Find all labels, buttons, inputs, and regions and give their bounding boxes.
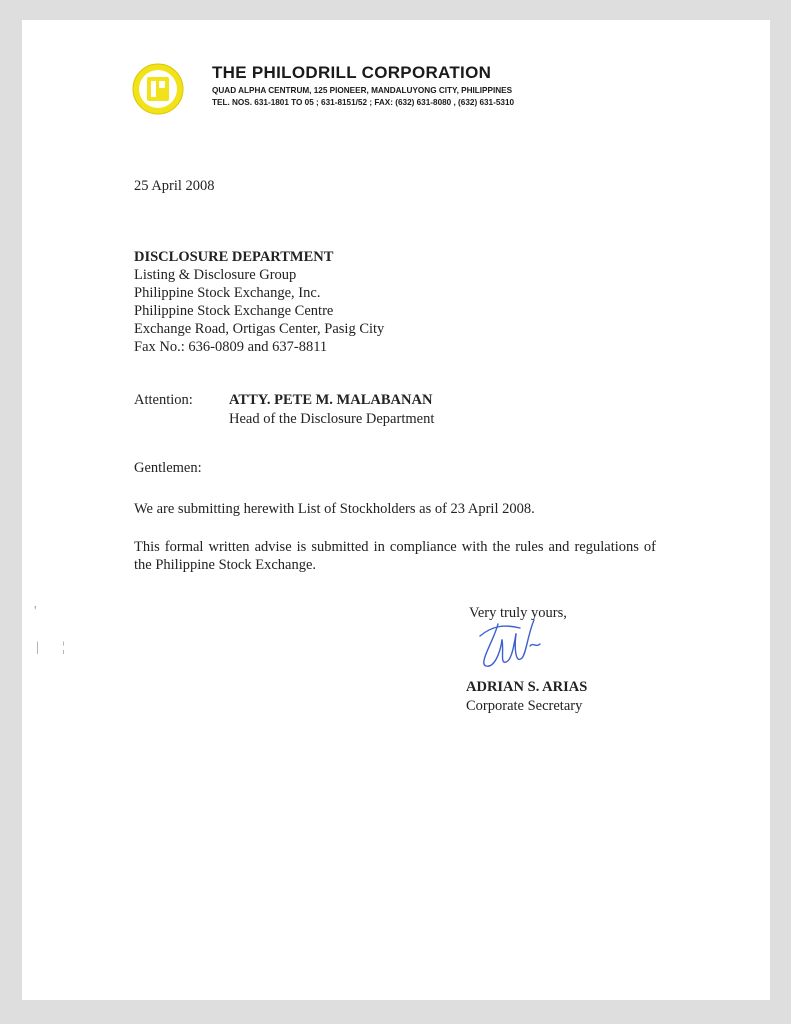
body-paragraph: This formal written advise is submitted in compliance with the rules and regulations of the Philippine Stock Exchange. [134,539,656,573]
attention-name: ATTY. PETE M. MALABANAN [229,392,433,408]
letter-date: 25 April 2008 [134,178,215,194]
company-name: THE PHILODRILL CORPORATION [212,63,492,82]
company-address: QUAD ALPHA CENTRUM, 125 PIONEER, MANDALUYONG CITY, PHILIPPINES [212,86,513,95]
signer-title: Corporate Secretary [466,698,583,714]
salutation: Gentlemen: [134,460,202,476]
recipient-line: Listing & Disclosure Group [134,267,297,283]
recipient-line: Philippine Stock Exchange Centre [134,303,334,319]
philodrill-logo-icon [132,63,184,115]
recipient-line: Exchange Road, Ortigas Center, Pasig City [134,321,385,337]
attention-label: Attention: [134,392,193,408]
recipient-department: DISCLOSURE DEPARTMENT [134,249,334,265]
scan-smudge: ¦ [62,640,65,655]
signer-name: ADRIAN S. ARIAS [466,679,588,695]
handwritten-signature-icon [470,614,550,674]
attention-title: Head of the Disclosure Department [229,411,435,427]
recipient-line: Philippine Stock Exchange, Inc. [134,285,321,301]
scan-smudge: ' [34,604,37,619]
closing: Very truly yours, [469,605,567,621]
scan-smudge: | [36,640,39,655]
company-contact: TEL. NOS. 631-1801 TO 05 ; 631-8151/52 ; FAX: (632) 631-8080 , (632) 631-5310 [212,98,515,107]
body-paragraph: We are submitting herewith List of Stockholders as of 23 April 2008. [134,501,535,517]
recipient-block [134,248,384,356]
recipient-line: Fax No.: 636-0809 and 637-8811 [134,339,328,355]
